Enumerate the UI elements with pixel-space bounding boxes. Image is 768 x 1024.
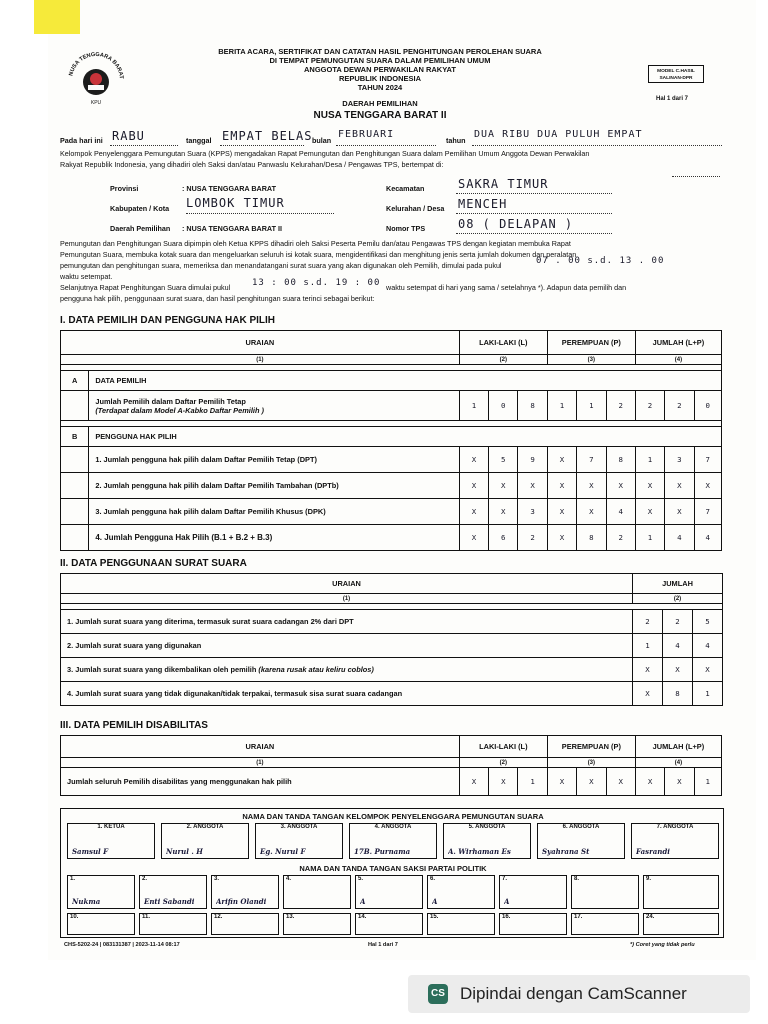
- saksi-sign-cell: [211, 875, 279, 909]
- camscanner-text: Dipindai dengan CamScanner: [460, 984, 687, 1003]
- kpps-role: 3. ANGGOTA: [280, 824, 318, 830]
- kpps-signature: Syahrana St: [542, 847, 590, 856]
- paragraph-1a: Pemungutan dan Penghitungan Suara dipimpin oleh Ketua KPPS dihadiri oleh Saksi Peserta Pemilu dan/atau Pengawas TPS dengan kegiatan membuka Rapat: [60, 239, 571, 248]
- b1-digit: 7: [694, 447, 721, 473]
- s3-col-num-1: (1): [61, 758, 460, 768]
- s3-r1-digit: 1: [518, 768, 547, 796]
- tanggal-label: tanggal: [186, 136, 212, 145]
- a1-digit: 1: [577, 391, 606, 421]
- paragraph-2a: Selanjutnya Rapat Penghitungan Suara dimulai pukul: [60, 283, 231, 292]
- s2-col-jumlah: JUMLAH: [633, 574, 723, 594]
- tps-label: Nomor TPS: [386, 224, 426, 233]
- b1-digit: X: [547, 447, 576, 473]
- s3-r1-digit: X: [489, 768, 518, 796]
- section-2-title: II. DATA PENGGUNAAN SURAT SUARA: [60, 558, 247, 569]
- saksi-num: 2.: [142, 876, 148, 882]
- saksi-num: 16.: [502, 914, 511, 920]
- saksi-num: 1.: [70, 876, 76, 882]
- saksi-sign-cell: [139, 875, 207, 909]
- kpps-signature: 17B. Purnama: [354, 847, 411, 856]
- s2-r1-digit: 5: [693, 610, 723, 634]
- saksi-signature: Arifin Olandi: [216, 897, 267, 906]
- b3-digit: X: [547, 499, 576, 525]
- logo-arc-text: NUSA TENGGARA BARAT: [68, 51, 125, 80]
- section-a-title: DATA PEMILIH: [89, 371, 722, 391]
- s3-r1-digit: 1: [694, 768, 721, 796]
- s2-col-num-2: (2): [633, 594, 723, 604]
- a1-label-line2: (Terdapat dalam Model A-Kabko Daftar Pemilih ): [95, 405, 264, 415]
- saksi-sign-cell: [571, 913, 639, 935]
- s3-col-num-3: (3): [547, 758, 635, 768]
- b1-digit: 1: [635, 447, 664, 473]
- b2-digit: X: [547, 473, 576, 499]
- s2-r4-digit: 1: [693, 682, 723, 706]
- footer-code: CHS-5202-24 | 083131387 | 2023-11-14 08:17: [64, 942, 180, 948]
- b2-digit: X: [694, 473, 721, 499]
- kpps-role: 1. KETUA: [97, 824, 125, 830]
- b4-digit: 6: [489, 525, 518, 551]
- saksi-sign-cell: [211, 913, 279, 935]
- b3-digit: X: [665, 499, 694, 525]
- b2-digit: X: [606, 473, 635, 499]
- kpps-sign-cell: [161, 823, 249, 859]
- b3-label: 3. Jumlah pengguna hak pilih dalam Daftar Pemilih Khusus (DPK): [89, 499, 459, 525]
- kabupaten-value: LOMBOK TIMUR: [186, 196, 285, 210]
- s3-r1-digit: X: [547, 768, 576, 796]
- saksi-num: 15.: [430, 914, 439, 920]
- saksi-sign-cell: [67, 913, 135, 935]
- footer-page: Hal 1 dari 7: [368, 942, 398, 948]
- saksi-num: 24.: [646, 914, 655, 920]
- col-num-2: (2): [459, 355, 547, 365]
- saksi-sign-cell: [643, 875, 719, 909]
- section-3-table: [60, 735, 722, 796]
- col-num-3: (3): [547, 355, 635, 365]
- header-line-4: REPUBLIK INDONESIA: [338, 74, 422, 83]
- saksi-num: 8.: [574, 876, 580, 882]
- provinsi-label: Provinsi: [110, 184, 139, 193]
- a1-digit: 0: [694, 391, 721, 421]
- saksi-num: 4.: [286, 876, 292, 882]
- header-line-5: TAHUN 2024: [357, 83, 403, 92]
- kpps-sign-cell: [349, 823, 437, 859]
- paragraph-2a-rest: waktu setempat di hari yang sama / setelahnya *). Adapun data pemilih dan: [386, 283, 627, 292]
- s3-r1-digit: X: [665, 768, 694, 796]
- section-2-table: [60, 573, 723, 706]
- section-3-title: III. DATA PEMILIH DISABILITAS: [60, 720, 208, 731]
- saksi-sign-cell: [67, 875, 135, 909]
- a1-digit: 2: [606, 391, 635, 421]
- kpps-sign-cell: [537, 823, 625, 859]
- kelurahan-value: MENCEH: [458, 197, 508, 211]
- dapil-value: : NUSA TENGGARA BARAT II: [182, 224, 282, 233]
- s2-r2-label: 2. Jumlah surat suara yang digunakan: [61, 634, 633, 658]
- saksi-sign-cell: [499, 913, 567, 935]
- a1-digit: 1: [547, 391, 576, 421]
- s3-r1-digit: X: [606, 768, 635, 796]
- col-num-1: (1): [61, 355, 460, 365]
- b4-digit: 4: [694, 525, 721, 551]
- saksi-sign-cell: [643, 913, 719, 935]
- saksi-signature: Nukma: [72, 897, 101, 906]
- kecamatan-value: SAKRA TIMUR: [458, 177, 549, 191]
- saksi-num: 12.: [214, 914, 223, 920]
- saksi-num: 7.: [502, 876, 508, 882]
- saksi-num: 10.: [70, 914, 79, 920]
- tahun-label: tahun: [446, 136, 466, 145]
- s2-r3-label: 3. Jumlah surat suara yang dikembalikan oleh pemilih: [67, 665, 257, 674]
- b1-digit: 8: [606, 447, 635, 473]
- paragraph-2b: pengguna hak pilih, penggunaan surat suara, dan hasil penghitungan suara terinci sebagai berikut:: [60, 294, 375, 303]
- s2-r2-digit: 4: [693, 634, 723, 658]
- s3-col-jumlah: JUMLAH (L+P): [635, 736, 721, 758]
- b2-digit: X: [459, 473, 488, 499]
- kpps-sign-cell: [67, 823, 155, 859]
- paragraph-1b: Pemungutan Suara, membuka kotak suara dan mengeluarkan seluruh isi kotak suara, mengidentifikasi dan menghitung jenis serta jumlah dokumen dan peralatan: [60, 250, 577, 259]
- camscanner-watermark: [408, 975, 750, 1013]
- s2-r2-digit: 1: [633, 634, 663, 658]
- section-a-letter: A: [61, 371, 89, 391]
- kpps-sign-cell: [255, 823, 343, 859]
- a1-digit: 2: [665, 391, 694, 421]
- header-line-3: ANGGOTA DEWAN PERWAKILAN RAKYAT: [304, 65, 456, 74]
- kpps-role: 5. ANGGOTA: [468, 824, 506, 830]
- saksi-title: NAMA DAN TANDA TANGAN SAKSI PARTAI POLITIK: [299, 864, 487, 873]
- b2-digit: X: [518, 473, 547, 499]
- provinsi-value: : NUSA TENGGARA BARAT: [182, 184, 276, 193]
- saksi-num: 9.: [646, 876, 652, 882]
- saksi-signature: A: [504, 897, 510, 906]
- kpps-sign-cell: [631, 823, 719, 859]
- s3-r1-digit: X: [635, 768, 664, 796]
- kpps-signature: Nurul . H: [166, 847, 203, 856]
- kecamatan-label: Kecamatan: [386, 184, 425, 193]
- b4-digit: X: [459, 525, 488, 551]
- saksi-sign-cell: [571, 875, 639, 909]
- kpps-role: 6. ANGGOTA: [562, 824, 600, 830]
- b3-digit: X: [489, 499, 518, 525]
- saksi-sign-cell: [427, 913, 495, 935]
- saksi-sign-cell: [139, 913, 207, 935]
- s3-col-num-4: (4): [635, 758, 721, 768]
- kpps-signature: Samsul F: [72, 847, 109, 856]
- section-1-table: [60, 330, 722, 551]
- s3-r1-digit: X: [577, 768, 606, 796]
- paragraph-1c-time: 07 . 00 s.d. 13 . 00: [536, 256, 665, 266]
- saksi-sign-cell: [427, 875, 495, 909]
- b1-label: 1. Jumlah pengguna hak pilih dalam Daftar Pemilih Tetap (DPT): [89, 447, 459, 473]
- s3-col-laki: LAKI-LAKI (L): [459, 736, 547, 758]
- saksi-signature: Enti Sabandi: [144, 897, 195, 906]
- model-box: MODEL C.HASIL SALINAN-DPR: [648, 65, 704, 83]
- s3-r1-label: Jumlah seluruh Pemilih disabilitas yang menggunakan hak pilih: [61, 768, 460, 796]
- opening-line-2: Kelompok Penyelenggara Pemungutan Suara (KPPS) mengadakan Rapat Pemungutan dan Penghitungan Suara dalam Pemilihan Umum Anggota Dewan Perwakilan: [60, 149, 590, 158]
- s2-r4-label: 4. Jumlah surat suara yang tidak digunakan/tidak terpakai, termasuk sisa surat suara cadangan: [61, 682, 633, 706]
- b3-digit: X: [459, 499, 488, 525]
- b2-label: 2. Jumlah pengguna hak pilih dalam Daftar Pemilih Tambahan (DPTb): [89, 473, 459, 499]
- b3-digit: X: [635, 499, 664, 525]
- header-line-1: BERITA ACARA, SERTIFIKAT DAN CATATAN HASIL PENGHITUNGAN PEROLEHAN SUARA: [218, 47, 542, 56]
- col-perempuan: PEREMPUAN (P): [547, 331, 635, 355]
- a1-digit: 2: [635, 391, 664, 421]
- saksi-num: 6.: [430, 876, 436, 882]
- b4-digit: 4: [665, 525, 694, 551]
- b3-digit: X: [577, 499, 606, 525]
- saksi-num: 13.: [286, 914, 295, 920]
- kpu-logo: [64, 46, 128, 110]
- saksi-num: 3.: [214, 876, 220, 882]
- b1-digit: 7: [577, 447, 606, 473]
- s2-r3-digit: X: [693, 658, 723, 682]
- daerah-label: DAERAH PEMILIHAN: [342, 99, 418, 108]
- section-b-title: PENGGUNA HAK PILIH: [89, 427, 722, 447]
- bulan-label: bulan: [312, 136, 332, 145]
- kpps-signature: Fasrandi: [636, 847, 670, 856]
- b4-digit: 1: [635, 525, 664, 551]
- kpps-title: NAMA DAN TANDA TANGAN KELOMPOK PENYELENGGARA PEMUNGUTAN SUARA: [242, 812, 544, 821]
- kelurahan-label: Kelurahan / Desa: [386, 204, 445, 213]
- a1-digit: 0: [489, 391, 518, 421]
- opening-line-3: Rakyat Republik Indonesia, yang dihadiri oleh Saksi dan/atau Panwaslu Kelurahan/Desa / Pengawas TPS, bertempat di:: [60, 160, 444, 169]
- tps-value: 08 ( DELAPAN ): [458, 217, 574, 231]
- col-uraian: URAIAN: [61, 331, 460, 355]
- hari-label: Pada hari ini: [60, 136, 103, 145]
- footer-note: *) Coret yang tidak perlu: [630, 942, 695, 948]
- kpps-role: 4. ANGGOTA: [374, 824, 412, 830]
- s3-col-uraian: URAIAN: [61, 736, 460, 758]
- corner-highlight: [34, 0, 80, 34]
- s3-col-perempuan: PEREMPUAN (P): [547, 736, 635, 758]
- col-num-4: (4): [635, 355, 721, 365]
- a1-digit: 8: [518, 391, 547, 421]
- saksi-sign-cell: [283, 875, 351, 909]
- b4-digit: X: [547, 525, 576, 551]
- s2-r4-digit: 8: [663, 682, 693, 706]
- b4-digit: 8: [577, 525, 606, 551]
- b3-digit: 3: [518, 499, 547, 525]
- kabupaten-label: Kabupaten / Kota: [110, 204, 170, 213]
- section-b-letter: B: [61, 427, 89, 447]
- bulan-value: FEBRUARI: [338, 129, 395, 140]
- b1-digit: 9: [518, 447, 547, 473]
- b2-digit: X: [577, 473, 606, 499]
- saksi-sign-cell: [499, 875, 567, 909]
- dapil-label: Daerah Pemilihan: [110, 224, 171, 233]
- kpps-role: 7. ANGGOTA: [656, 824, 694, 830]
- tanggal-value: EMPAT BELAS: [222, 129, 313, 143]
- paragraph-1d: waktu setempat.: [60, 272, 113, 281]
- hari-value: RABU: [112, 129, 145, 143]
- s2-r1-digit: 2: [663, 610, 693, 634]
- s3-col-num-2: (2): [459, 758, 547, 768]
- paragraph-2a-time: 13 : 00 s.d. 19 : 00: [252, 278, 381, 288]
- s2-r2-digit: 4: [663, 634, 693, 658]
- kpps-signature: A. Wirhaman Es: [448, 847, 511, 856]
- saksi-sign-cell: [355, 913, 423, 935]
- b4-digit: 2: [606, 525, 635, 551]
- saksi-signature: A: [432, 897, 438, 906]
- header-line-2: DI TEMPAT PEMUNGUTAN SUARA DALAM PEMILIHAN UMUM: [269, 56, 491, 65]
- b4-label: 4. Jumlah Pengguna Hak Pilih (B.1 + B.2 + B.3): [89, 525, 459, 551]
- col-laki: LAKI-LAKI (L): [459, 331, 547, 355]
- col-jumlah: JUMLAH (L+P): [635, 331, 721, 355]
- s2-r1-digit: 2: [633, 610, 663, 634]
- b2-digit: X: [635, 473, 664, 499]
- b2-digit: X: [489, 473, 518, 499]
- kpps-sign-cell: [443, 823, 531, 859]
- s3-r1-digit: X: [459, 768, 488, 796]
- a1-digit: 1: [459, 391, 488, 421]
- s2-r4-digit: X: [633, 682, 663, 706]
- saksi-num: 5.: [358, 876, 364, 882]
- paragraph-1c: pemungutan dan penghitungan suara, memeriksa dan menandatangani surat suara yang akan digunakan oleh Pemilih, dimulai pada pukul: [60, 261, 502, 270]
- s2-r3-italic: (karena rusak atau keliru coblos): [258, 665, 374, 674]
- b1-digit: 5: [489, 447, 518, 473]
- saksi-num: 11.: [142, 914, 151, 920]
- signature-block: [60, 808, 724, 938]
- b4-digit: 2: [518, 525, 547, 551]
- b3-digit: 4: [606, 499, 635, 525]
- saksi-num: 17.: [574, 914, 583, 920]
- camscanner-logo-icon: CS: [428, 984, 448, 1004]
- saksi-sign-cell: [283, 913, 351, 935]
- kpps-role: 2. ANGGOTA: [186, 824, 224, 830]
- logo-sub-text: KPU: [90, 100, 102, 106]
- saksi-num: 14.: [358, 914, 367, 920]
- tahun-value: DUA RIBU DUA PULUH EMPAT: [474, 129, 643, 140]
- daerah-name: NUSA TENGGARA BARAT II: [313, 110, 447, 121]
- b2-digit: X: [665, 473, 694, 499]
- b3-digit: 7: [694, 499, 721, 525]
- kpps-signature: Eg. Nurul F: [260, 847, 306, 856]
- page-indicator: Hal 1 dari 7: [656, 96, 689, 102]
- a1-label-line1: Jumlah Pemilih dalam Daftar Pemilih Tetap: [95, 396, 246, 406]
- saksi-sign-cell: [355, 875, 423, 909]
- b1-digit: X: [459, 447, 488, 473]
- s2-r3-digit: X: [633, 658, 663, 682]
- section-1-title: I. DATA PEMILIH DAN PENGGUNA HAK PILIH: [60, 315, 275, 326]
- s2-col-uraian: URAIAN: [61, 574, 633, 594]
- s2-r3-digit: X: [663, 658, 693, 682]
- b1-digit: 3: [665, 447, 694, 473]
- s2-r1-label: 1. Jumlah surat suara yang diterima, termasuk surat suara cadangan 2% dari DPT: [61, 610, 633, 634]
- s2-col-num-1: (1): [61, 594, 633, 604]
- saksi-signature: A: [360, 897, 366, 906]
